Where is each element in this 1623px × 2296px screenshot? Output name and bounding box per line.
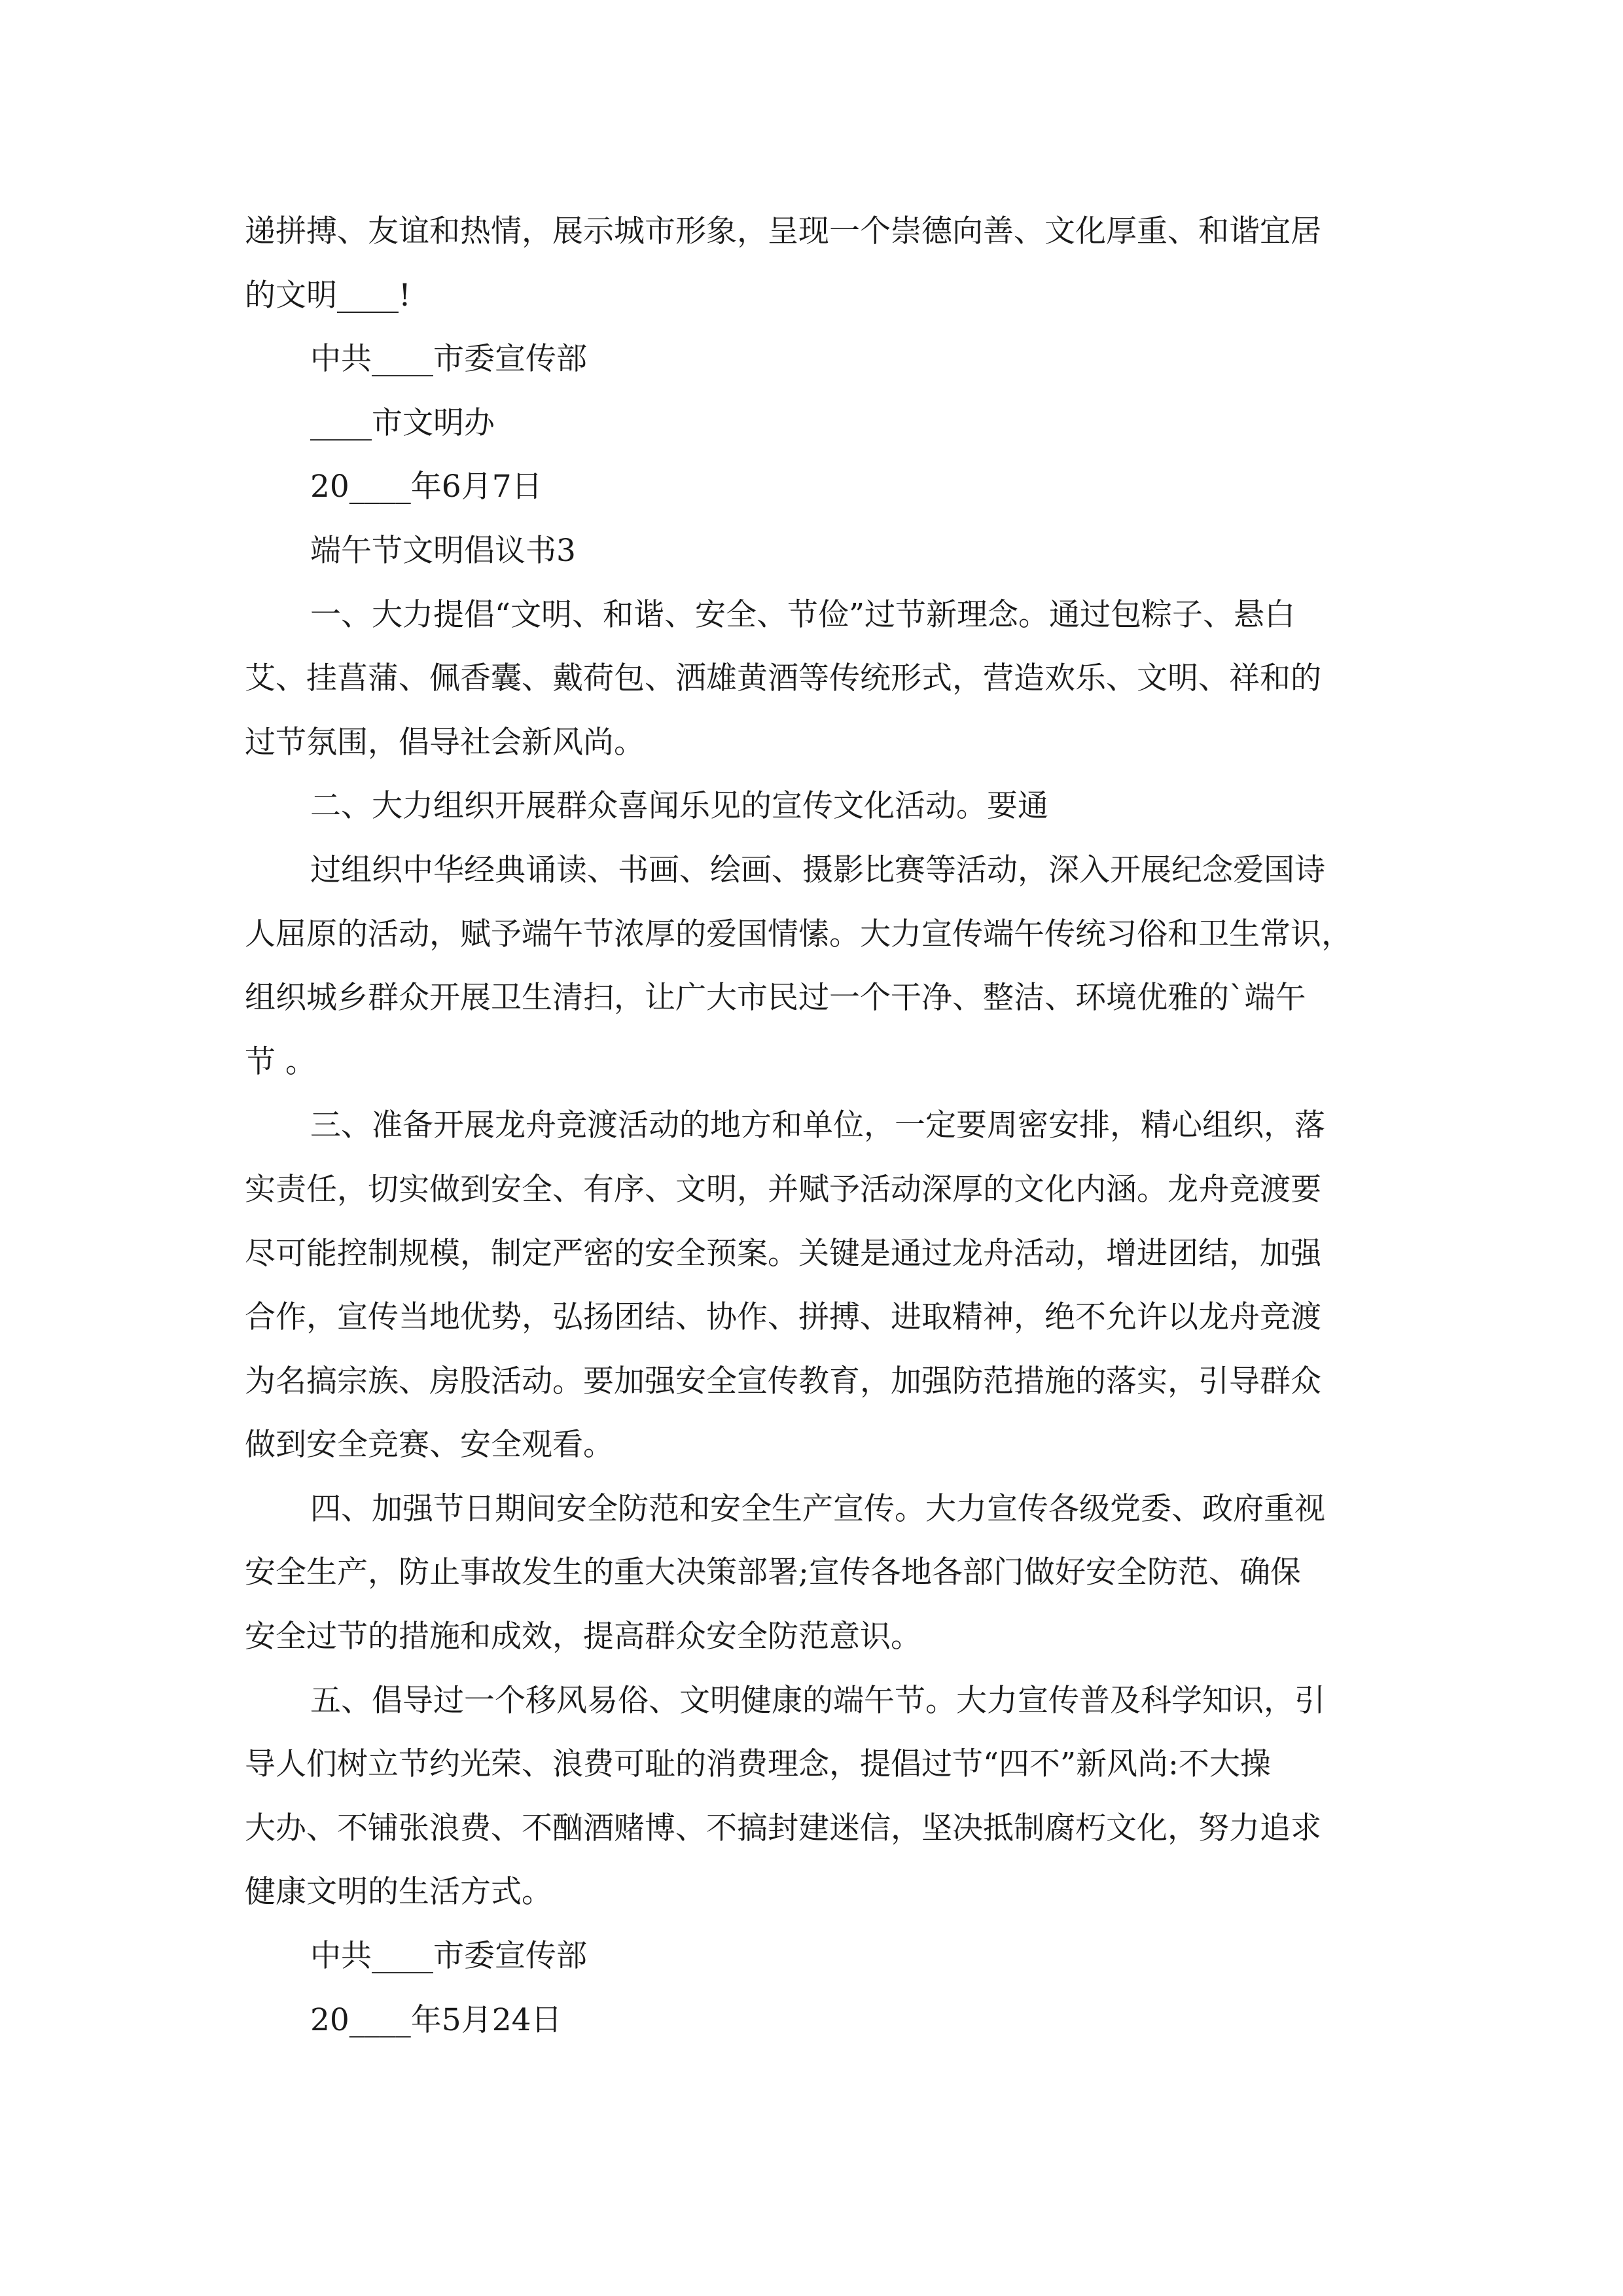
signature-line: 中共____市委宣传部 <box>310 341 587 378</box>
paragraph-line: 人屈原的活动，赋予端午节浓厚的爱国情愫。大力宣传端午传统习俗和卫生常识， <box>245 916 1352 952</box>
paragraph-line: 一、大力提倡“文明、和谐、安全、节俭”过节新理念。通过包粽子、悬白 <box>310 596 1296 633</box>
paragraph-line: 健康文明的生活方式。 <box>245 1874 552 1910</box>
paragraph-line: 节 。 <box>245 1043 316 1080</box>
paragraph-line: 四、加强节日期间安全防范和安全生产宣传。大力宣传各级党委、政府重视 <box>310 1490 1325 1527</box>
paragraph-line: 大办、不铺张浪费、不酗酒赌博、不搞封建迷信，坚决抵制腐朽文化，努力追求 <box>245 1810 1321 1846</box>
signature-line: 中共____市委宣传部 <box>310 1938 587 1975</box>
paragraph-line: 组织城乡群众开展卫生清扫，让广大市民过一个干净、整洁、环境优雅的`端午 <box>245 980 1306 1016</box>
paragraph-line: 做到安全竞赛、安全观看。 <box>245 1427 614 1463</box>
paragraph-line: 实责任，切实做到安全、有序、文明，并赋予活动深厚的文化内涵。龙舟竞渡要 <box>245 1171 1321 1208</box>
date-line: 20____年5月24日 <box>310 2001 562 2038</box>
signature-line: ____市文明办 <box>310 404 495 441</box>
paragraph-line: 过节氛围，倡导社会新风尚。 <box>245 724 645 761</box>
paragraph-line: 的文明____! <box>245 277 411 314</box>
paragraph-line: 过组织中华经典诵读、书画、绘画、摄影比赛等活动，深入开展纪念爱国诗 <box>310 852 1325 888</box>
date-line: 20____年6月7日 <box>310 469 543 505</box>
paragraph-line: 尽可能控制规模，制定严密的安全预案。关键是通过龙舟活动，增进团结，加强 <box>245 1235 1321 1272</box>
paragraph-line: 安全过节的措施和成效，提高群众安全防范意识。 <box>245 1619 921 1655</box>
paragraph-line: 递拼搏、友谊和热情，展示城市形象，呈现一个崇德向善、文化厚重、和谐宜居 <box>245 213 1321 249</box>
paragraph-line: 安全生产，防止事故发生的重大决策部署;宣传各地各部门做好安全防范、确保 <box>245 1554 1301 1591</box>
section-title: 端午节文明倡议书3 <box>310 532 576 569</box>
paragraph-line: 艾、挂菖蒲、佩香囊、戴荷包、洒雄黄酒等传统形式，营造欢乐、文明、祥和的 <box>245 660 1321 697</box>
paragraph-line: 二、大力组织开展群众喜闻乐见的宣传文化活动。要通 <box>310 788 1048 825</box>
paragraph-line: 三、准备开展龙舟竞渡活动的地方和单位，一定要周密安排，精心组织，落 <box>310 1107 1325 1144</box>
document-body <box>245 200 1383 2052</box>
paragraph-line: 为名搞宗族、房股活动。要加强安全宣传教育，加强防范措施的落实，引导群众 <box>245 1363 1321 1399</box>
paragraph-line: 合作，宣传当地优势，弘扬团结、协作、拼搏、进取精神，绝不允许以龙舟竞渡 <box>245 1299 1321 1336</box>
paragraph-line: 导人们树立节约光荣、浪费可耻的消费理念，提倡过节“四不”新风尚:不大操 <box>245 1746 1271 1783</box>
paragraph-line: 五、倡导过一个移风易俗、文明健康的端午节。大力宣传普及科学知识，引 <box>310 1682 1325 1719</box>
